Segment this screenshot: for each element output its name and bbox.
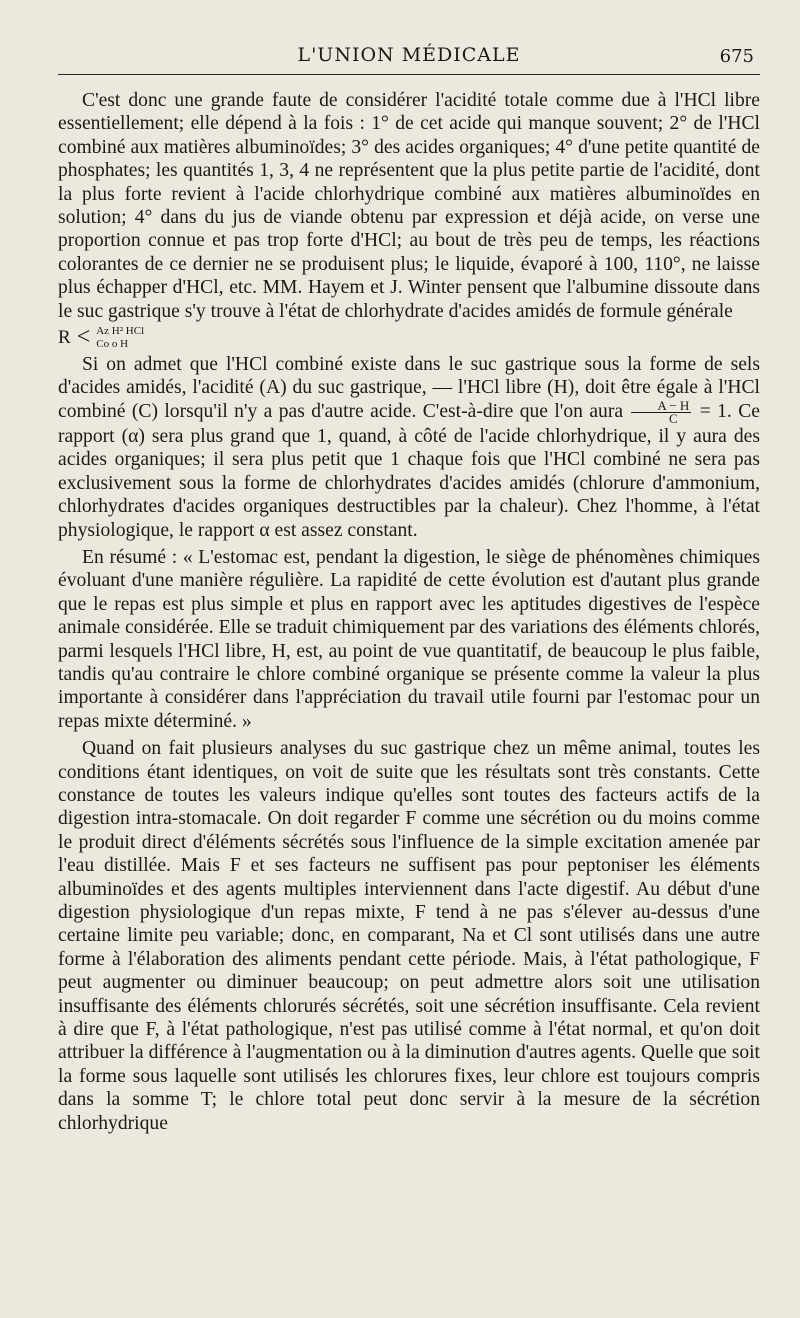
- paragraph-3: En résumé : « L'estomac est, pendant la digestion, le siège de phénomènes chimiques évoluant d'une manière régulière. La rapidité de cette évolution est d'autant plus grande que le repas est plus simple et plus en rapport avec les aptitudes digestives de l'espèce animale considérée. Elle se traduit chimiquement par des variations des éléments chlorés, parmi lesquels l'HCl libre, H, est, au point de vue quantitatif, de beaucoup le plus faible, tandis qu'au contraire le chlore combiné organique se présente comme la valeur la plus importante à considérer dans l'appréciation du travail utile fourni par l'estomac pour un repas mixte déterminé. »: [58, 546, 760, 732]
- body-text: [58, 89, 760, 1135]
- paragraph-2-start: Si on admet que l'HCl combiné existe dans le suc gastrique sous la forme de sels d'acides amidés, l'acidité (A) du suc gastrique, — l'HCl libre (H), doit être égale à l'HCl combiné (C) lorsqu'il n'y a pas d'autre acide. C'est-à-dire que l'on aura: [58, 354, 760, 422]
- paragraph-4: Quand on fait plusieurs analyses du suc gastrique chez un même animal, toutes les conditions étant identiques, on voit de suite que les résultats sont très constants. Cette constance de toutes les valeurs indique qu'elles sont toutes des facteurs actifs de la digestion intra-stomacale. On doit regarder F comme une sécrétion ou du moins comme le produit direct d'éléments sécrétés sous l'influence de la simple excitation amenée par l'eau distillée. Mais F et ses facteurs ne suffisent pas pour peptoniser les éléments albuminoïdes et des agents multiples interviennent dans l'acte digestif. Au début d'une digestion physiologique d'un repas mixte, F tend à ne pas s'élever au-dessus d'une certaine limite peu variable; donc, en comparant, Na et Cl sont utilisés dans une autre forme à l'élaboration des aliments pendant cette période. Mais, à l'état pathologique, F peut augmenter ou diminuer beaucoup; on peut admettre alors soit une utilisation insuffisante des éléments chlorurés sécrétés, soit une sécrétion insuffisante. Cela revient à dire que F, à l'état pathologique, n'est pas utilisé comme à l'état normal, et qu'on doit attribuer la différence à l'augmentation ou à la diminution d'autres agents. Quelle que soit la forme sous laquelle sont utilisés les chlorures fixes, leur chlore est toujours compris dans la somme T; le chlore total peut donc servir à la mesure de la sécrétion chlorhydrique: [58, 738, 760, 1134]
- formula-bottom-group: Co o H: [96, 338, 129, 351]
- formula-top-group: Az H² HCl: [96, 325, 145, 338]
- paragraph-2: [58, 353, 760, 542]
- running-title: L'UNION MÉDICALE: [297, 44, 521, 66]
- chemical-formula: [58, 323, 760, 353]
- paragraph-1: C'est donc une grande faute de considérer l'acidité totale comme due à l'HCl libre essentiellement; elle dépend à la fois : 1° de cet acide qui manque souvent; 2° de l'HCl combiné aux matières albuminoïdes; 3° des acides organiques; 4° d'une petite quantité de phosphates; les quantités 1, 3, 4 ne représentent que la plus petite partie de l'acidité, dont la plus forte revient à l'acide chlorhydrique combiné aux matières albuminoïdes en solution; 4° dans du jus de viande obtenu par expression et déjà acide, on verse une proportion connue et pas trop forte d'HCl; au bout de très peu de temps, les réactions colorantes de ce dernier ne se produisent plus; le liquide, évaporé à 100, 110°, ne laisse plus échapper d'HCl, etc. MM. Hayem et J. Winter pensent que l'albumine dissoute dans le suc gastrique s'y trouve à l'état de chlorhydrate d'acides amidés de formule générale: [58, 90, 760, 322]
- formula-bracket: <: [76, 324, 91, 351]
- fraction-numerator: A − H: [631, 400, 691, 413]
- page-number: 675: [719, 46, 754, 67]
- fraction-denominator: C: [669, 410, 678, 426]
- formula-groups: [96, 325, 144, 351]
- page-header: [58, 38, 760, 75]
- paragraph-2-end: = 1. Ce rapport (α) sera plus grand que 1, quand, à côté de l'acide chlorhydrique, il y aura des acides organiques; il sera plus petit que 1 chaque fois que l'HCl combiné ne sera pas exclusivement sous la forme de chlorhydrates d'acides amidés (chlorure d'ammonium, chlorhydrates d'acides organiques destructibles par la chaleur). Chez l'homme, à l'état physiologique, le rapport α est assez constant.: [58, 400, 760, 541]
- formula-radical: R: [58, 327, 71, 349]
- ratio-fraction: [631, 397, 691, 426]
